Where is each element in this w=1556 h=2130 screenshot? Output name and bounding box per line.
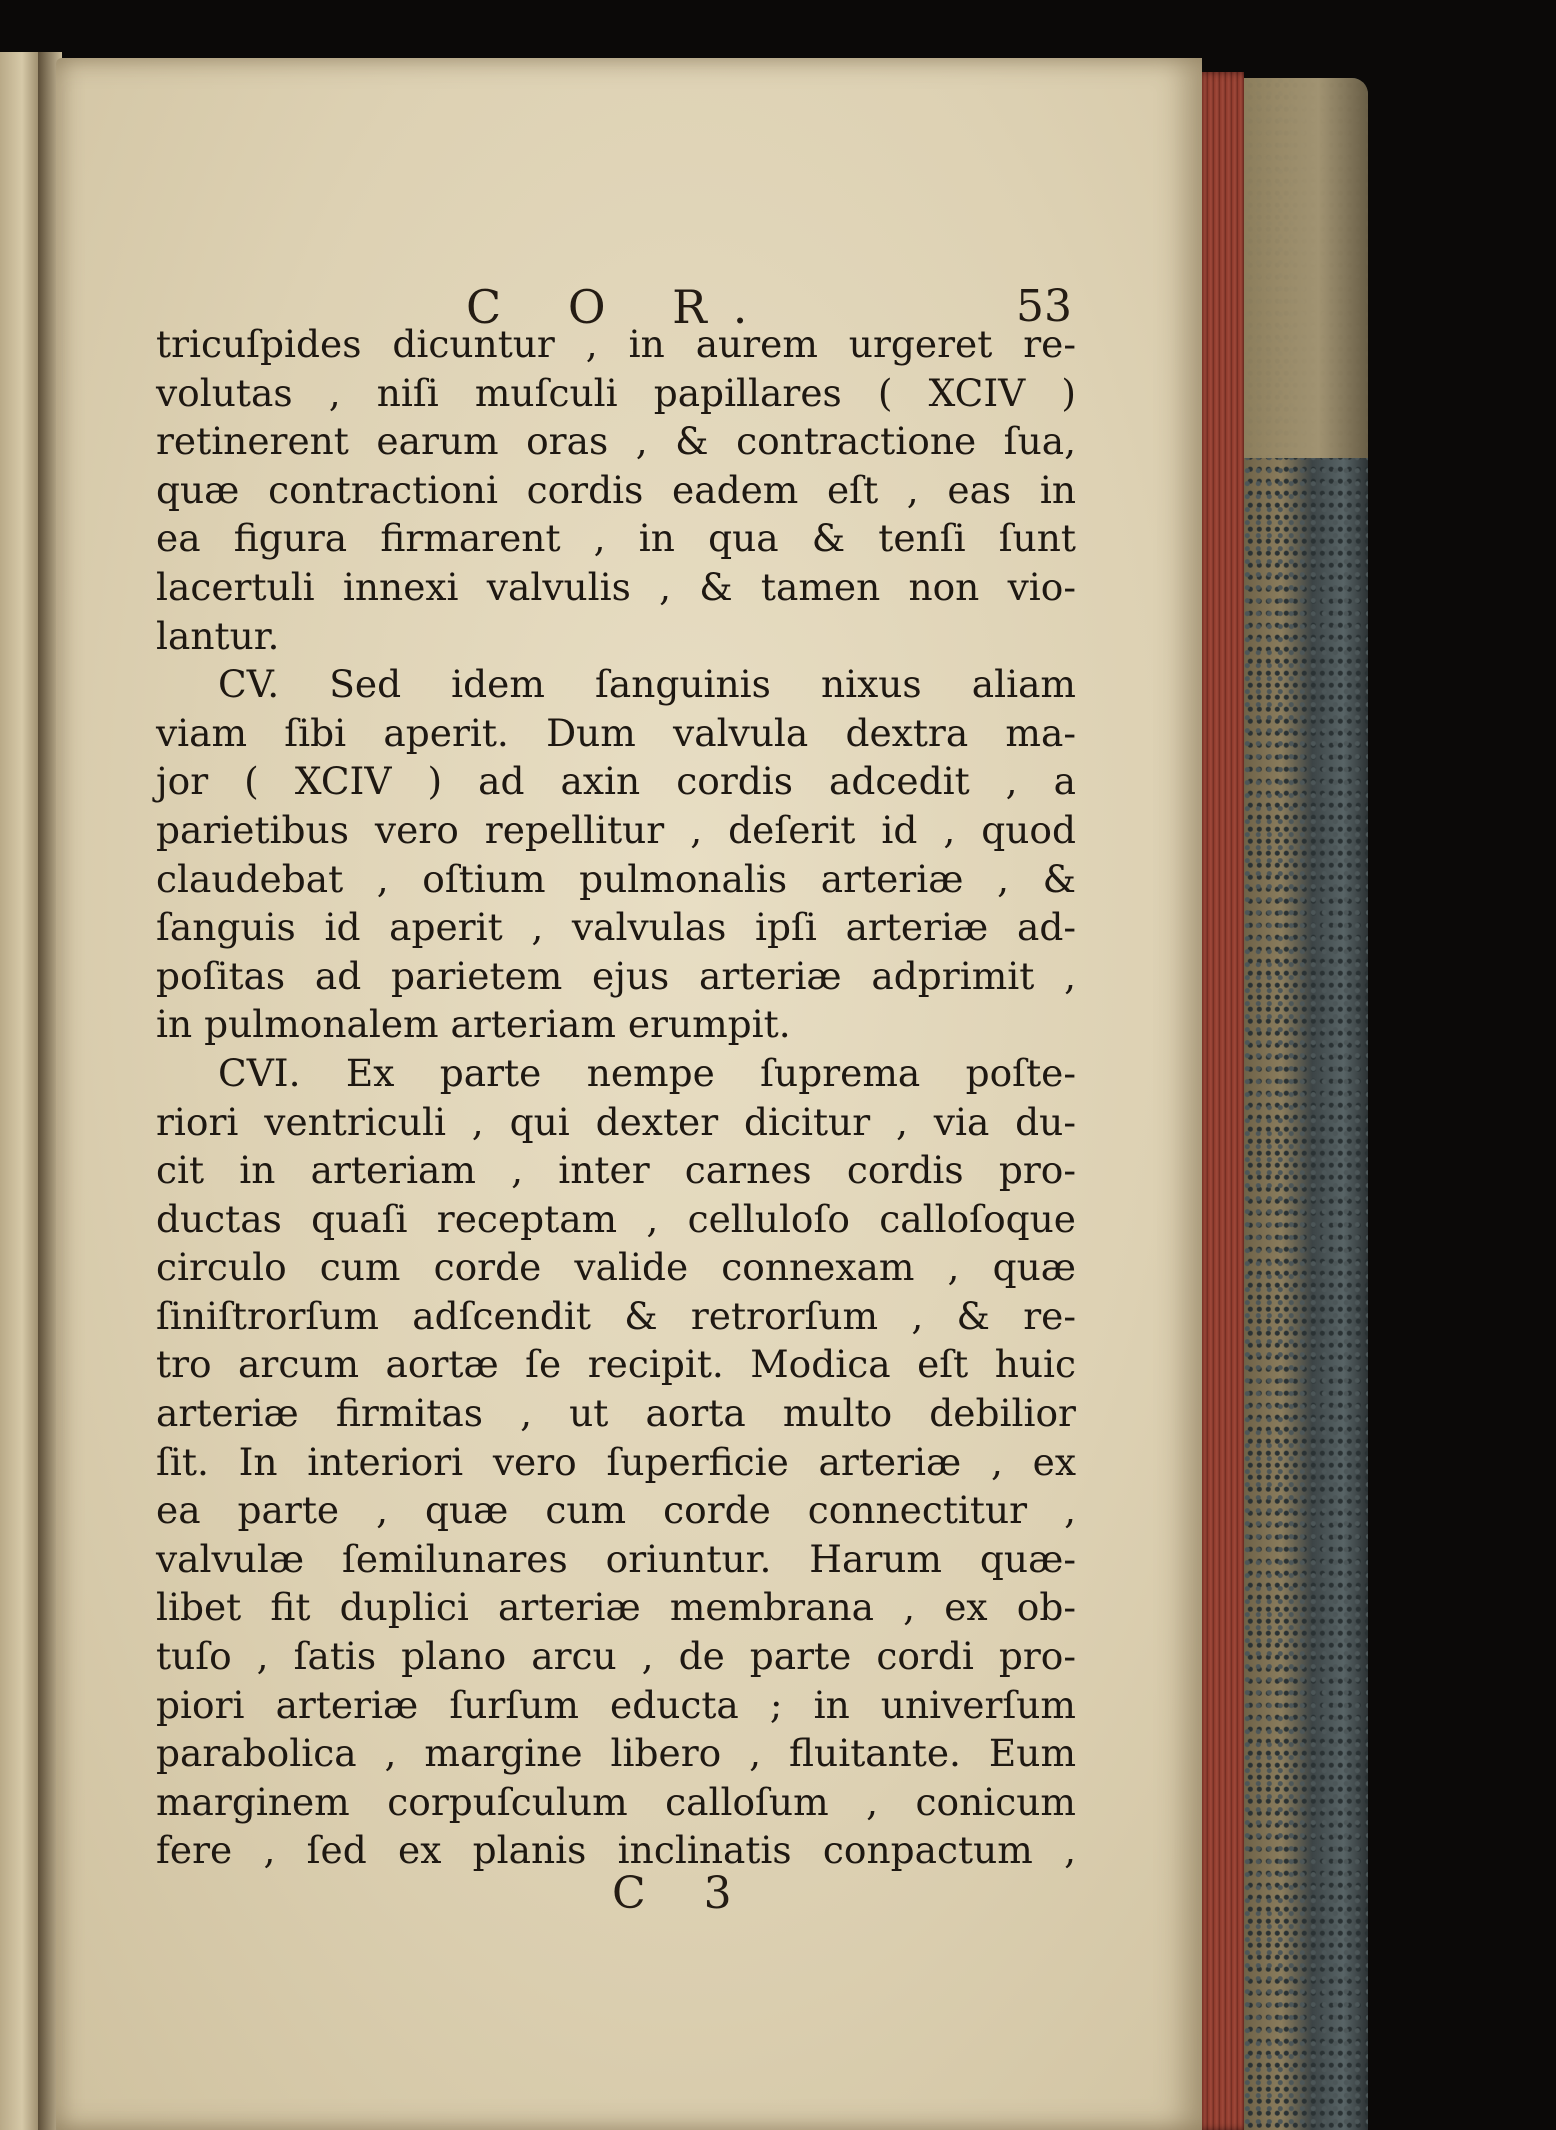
text-line: CVI. Ex parte nempe ſuprema poſte-: [218, 1050, 1076, 1095]
text-line: poſitas ad parietem ejus arteriæ adprimit ,: [156, 953, 1076, 998]
text-line: lacertuli innexi valvulis , & tamen non vio-: [156, 564, 1076, 609]
signature-mark: C 3: [612, 1868, 754, 1919]
cover-spine-band: [1244, 78, 1368, 458]
running-title: C O R.: [466, 280, 774, 334]
text-line: in pulmonalem arteriam erumpit.: [156, 1002, 791, 1047]
text-line: ſiniſtrorſum adſcendit & retrorſum , & re-: [156, 1293, 1076, 1338]
text-line: parietibus vero repellitur , deſerit id , quod: [156, 807, 1076, 852]
text-line: ea parte , quæ cum corde connectitur ,: [156, 1488, 1076, 1533]
text-line: valvulæ ſemilunares oriuntur. Harum quæ-: [156, 1536, 1076, 1581]
page-number: 53: [1016, 281, 1072, 332]
text-line: fere , ſed ex planis inclinatis conpactum ,: [156, 1828, 1076, 1873]
text-line: parabolica , margine libero , fluitante. Eum: [156, 1731, 1076, 1776]
text-line: CV. Sed idem ſanguinis nixus aliam: [218, 662, 1076, 707]
text-line: ſanguis id aperit , valvulas ipſi arteriæ ad-: [156, 905, 1076, 950]
text-line: libet fit duplici arteriæ membrana , ex ob-: [156, 1585, 1076, 1630]
left-page-edge: [0, 52, 40, 2130]
body-text: [156, 320, 1076, 1875]
text-line: jor ( XCIV ) ad axin cordis adcedit , a: [156, 759, 1076, 804]
text-line: arteriæ firmitas , ut aorta multo debilior: [156, 1391, 1076, 1436]
text-line: viam ſibi aperit. Dum valvula dextra ma-: [156, 710, 1076, 755]
book-page: [56, 58, 1202, 2130]
page-edges: [1196, 72, 1244, 2130]
text-line: tro arcum aortæ ſe recipit. Modica eſt huic: [156, 1342, 1076, 1387]
text-line: cit in arteriam , inter carnes cordis pro-: [156, 1148, 1076, 1193]
text-line: lantur.: [156, 613, 280, 658]
text-line: marginem corpuſculum calloſum , conicum: [156, 1779, 1076, 1824]
text-line: ea figura firmarent , in qua & tenſi ſunt: [156, 516, 1076, 561]
text-line: claudebat , oſtium pulmonalis arteriæ , &: [156, 856, 1076, 901]
text-line: retinerent earum oras , & contractione ſua,: [156, 419, 1076, 464]
text-line: ductas quaſi receptam , celluloſo calloſoque: [156, 1196, 1076, 1241]
text-line: volutas , niſi muſculi papillares ( XCIV ): [156, 370, 1076, 415]
text-line: quæ contractioni cordis eadem eſt , eas in: [156, 467, 1076, 512]
text-line: ſit. In interiori vero ſuperficie arteriæ , ex: [156, 1439, 1076, 1484]
text-line: piori arteriæ ſurſum educta ; in univerſum: [156, 1682, 1076, 1727]
text-line: tricuſpides dicuntur , in aurem urgeret re-: [156, 322, 1076, 366]
text-line: tuſo , ſatis plano arcu , de parte cordi pro-: [156, 1634, 1076, 1679]
text-line: circulo cum corde valide connexam , quæ: [156, 1245, 1076, 1290]
text-line: riori ventriculi , qui dexter dicitur , via du-: [156, 1099, 1076, 1144]
